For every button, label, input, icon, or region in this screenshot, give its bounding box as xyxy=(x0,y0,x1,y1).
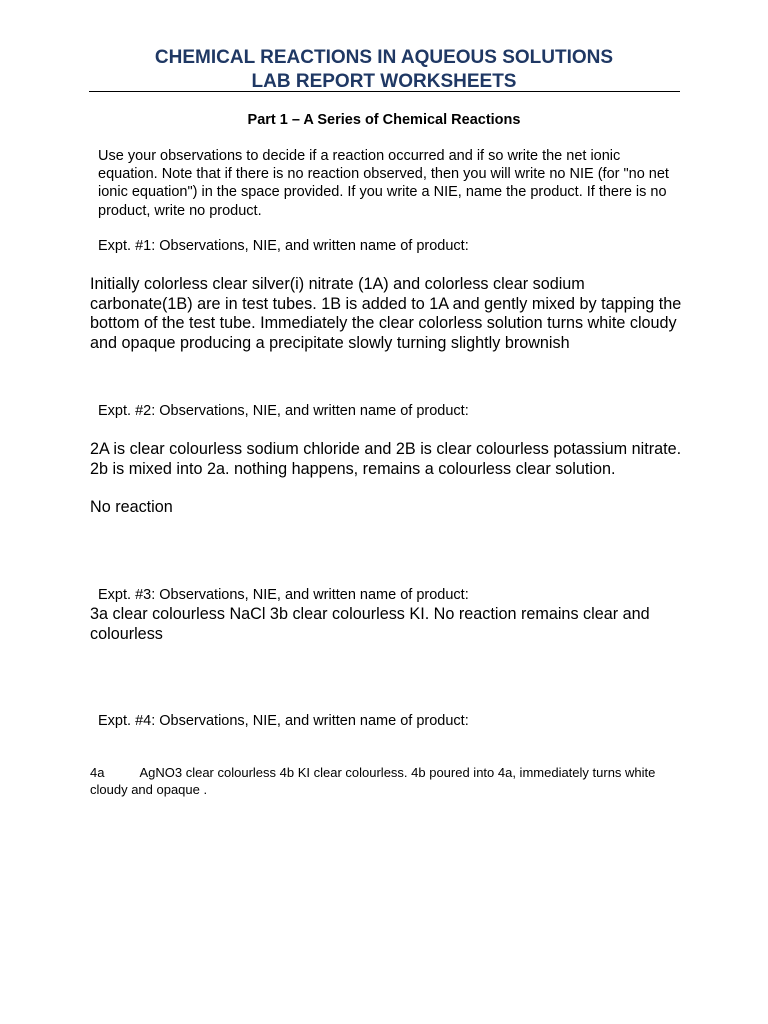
expt-4-label: Expt. #4: Observations, NIE, and written name of product: xyxy=(98,713,469,729)
part-heading: Part 1 – A Series of Chemical Reactions xyxy=(247,112,521,128)
expt-4-answer xyxy=(90,764,690,798)
document-title-line1: CHEMICAL REACTIONS IN AQUEOUS SOLUTIONS xyxy=(154,47,614,68)
expt-2-conclusion: No reaction xyxy=(90,498,173,516)
expt-4-answer-text: AgNO3 clear colourless 4b KI clear colourless. 4b poured into 4a, immediately turns white cloudy and opaque . xyxy=(90,765,656,797)
expt-4-answer-prefix: 4a xyxy=(90,765,105,780)
document-title-line2: LAB REPORT WORKSHEETS xyxy=(251,71,517,92)
instructions: Use your observations to decide if a reaction occurred and if so write the net ionic equation. Note that if there is no reaction observed, then you will write no NIE (for "no net ionic equation") in the space provided. If you write a NIE, name the product. If there is no product, write no product. xyxy=(98,148,669,219)
expt-2-label: Expt. #2: Observations, NIE, and written name of product: xyxy=(98,403,469,419)
expt-3-label: Expt. #3: Observations, NIE, and written name of product: xyxy=(98,587,469,603)
expt-1-label: Expt. #1: Observations, NIE, and written name of product: xyxy=(98,238,469,254)
expt-1-answer: Initially colorless clear silver(i) nitrate (1A) and colorless clear sodium carbonate(1B) are in test tubes. 1B is added to 1A and gently mixed by tapping the bottom of the test tube. Immediately the clear colorless solution turns white cloudy and opaque producing a precipitate slowly turning slightly brownish xyxy=(90,275,682,352)
expt-2-answer: 2A is clear colourless sodium chloride and 2B is clear colourless potassium nitrate. 2b is mixed into 2a. nothing happens, remains a colourless clear solution. xyxy=(90,440,682,478)
title-underline xyxy=(89,91,680,92)
expt-3-answer: 3a clear colourless NaCl 3b clear colourless KI. No reaction remains clear and colourless xyxy=(90,605,650,643)
